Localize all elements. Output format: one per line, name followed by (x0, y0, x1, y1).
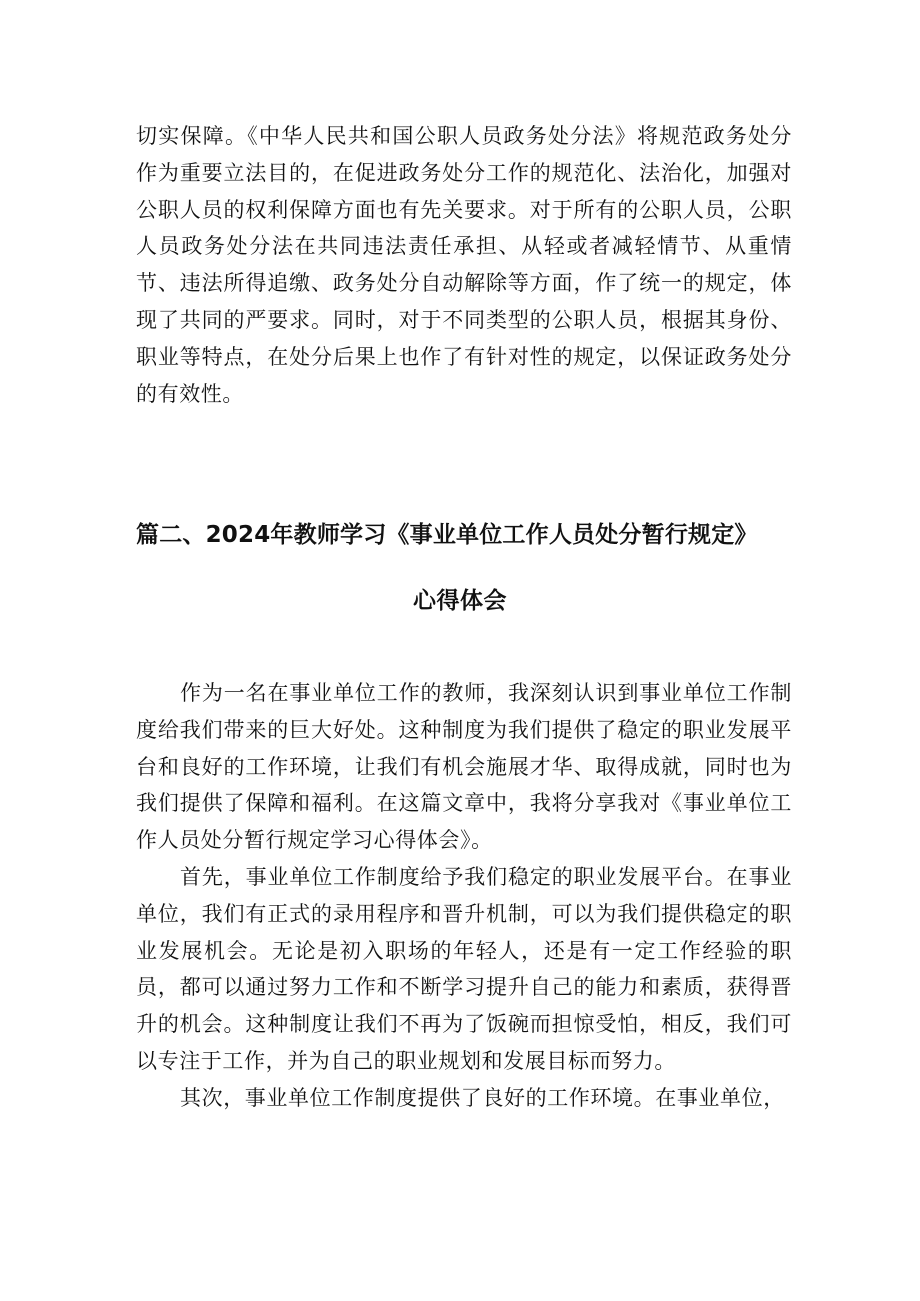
continuation-text-block (136, 118, 792, 412)
body-paragraph-1: 作为一名在事业单位工作的教师，我深刻认识到事业单位工作制度给我们带来的巨大好处。这种制度为我们提供了稳定的职业发展平台和良好的工作环境，让我们有机会施展才华、取得成就，同时也为我们提供了保障和福利。在这篇文章中，我将分享我对《事业单位工作人员处分暂行规定学习心得体会》。 (136, 681, 792, 853)
continuation-paragraph: 切实保障。《中华人民共和国公职人员政务处分法》将规范政务处分作为重要立法目的，在促进政务处分工作的规范化、法治化，加强对公职人员的权利保障方面也有先关要求。对于所有的公职人员，公职人员政务处分法在共同违法责任承担、从轻或者减轻情节、从重情节、违法所得追缴、政务处分自动解除等方面，作了统一的规定，体现了共同的严要求。同时，对于不同类型的公职人员，根据其身份、职业等特点，在处分后果上也作了有针对性的规定，以保证政务处分的有效性。 (136, 124, 792, 406)
section-title-line-2: 心得体会 (413, 588, 507, 614)
body-paragraph-2: 首先，事业单位工作制度给予我们稳定的职业发展平台。在事业单位，我们有正式的录用程序和晋升机制，可以为我们提供稳定的职业发展机会。无论是初入职场的年轻人，还是有一定工作经验的职员，都可以通过努力工作和不断学习提升自己的能力和素质，获得晋升的机会。这种制度让我们不再为了饭碗而担惊受怕，相反，我们可以专注于工作，并为自己的职业规划和发展目标而努力。 (136, 864, 792, 1073)
body-paragraph-3: 其次，事业单位工作制度提供了良好的工作环境。在事业单位， (180, 1085, 785, 1110)
section-title-line-1: 篇二、2024年教师学习《事业单位工作人员处分暂行规定》 (136, 522, 758, 548)
article-body (136, 675, 792, 1117)
